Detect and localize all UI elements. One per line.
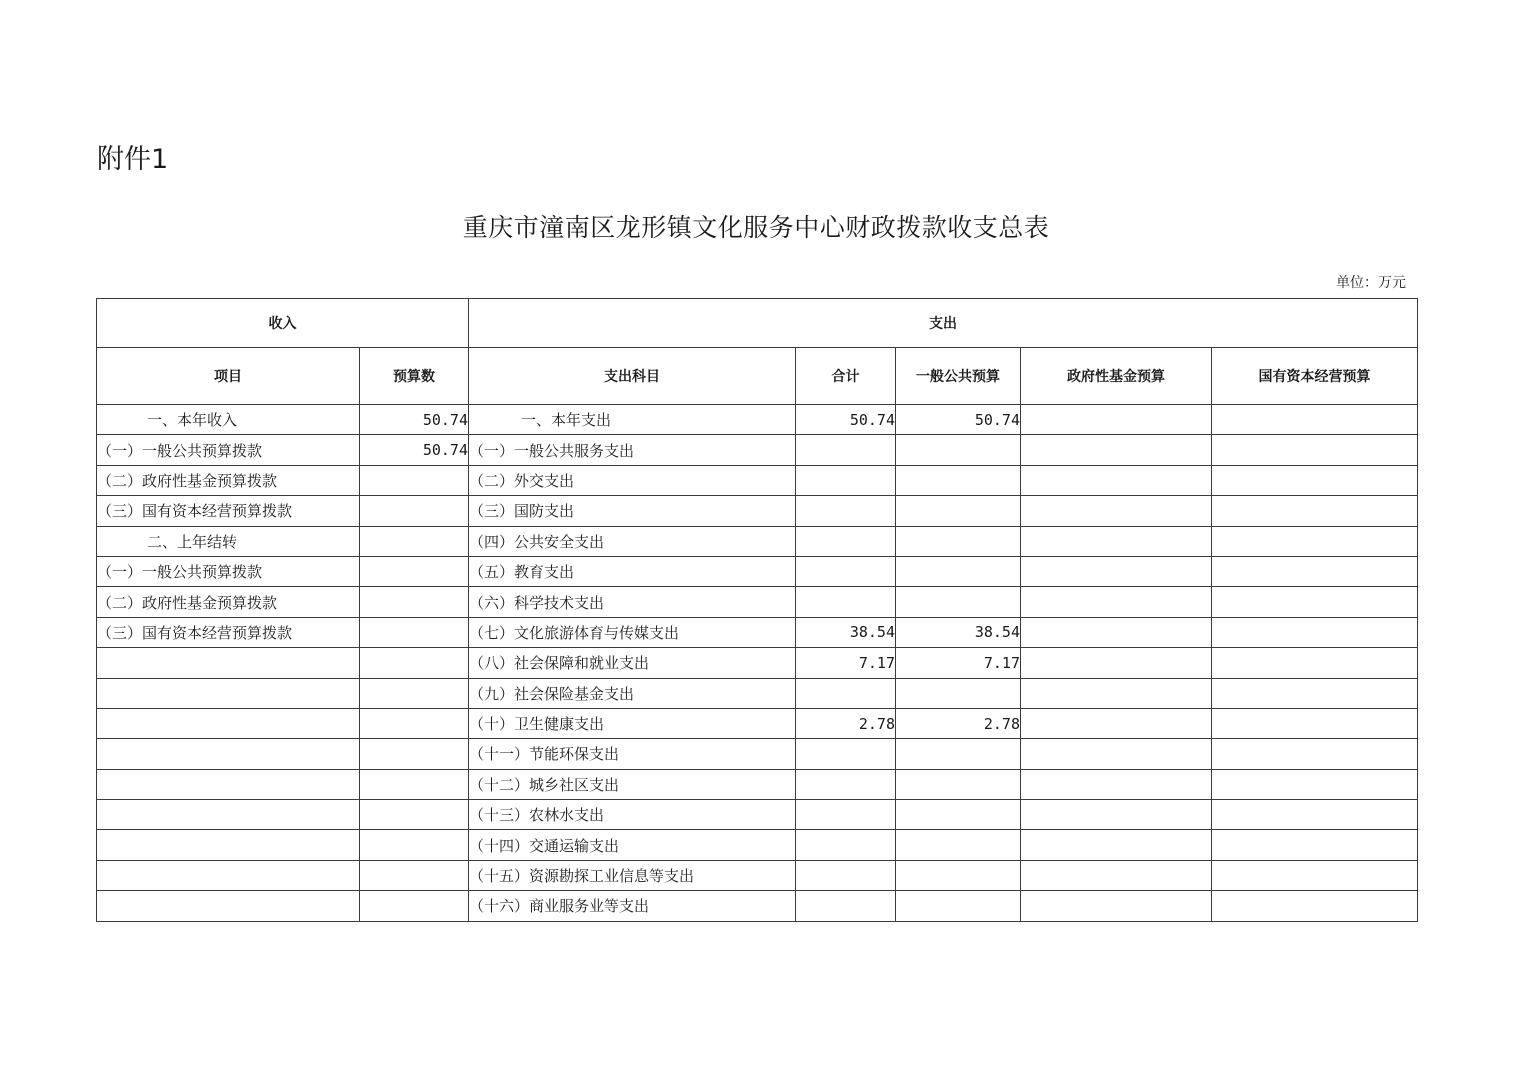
expense-subject-cell: （一）一般公共服务支出 [469,435,796,465]
budget-table [96,298,1418,922]
column-header-total: 合计 [796,348,896,405]
item-cell [97,800,360,830]
table-row [97,526,1418,556]
gov-fund-budget-cell [1021,617,1212,647]
document-title: 重庆市潼南区龙形镇文化服务中心财政拨款收支总表 [462,213,1050,242]
income-header: 收入 [97,299,469,348]
general-budget-cell [896,587,1021,617]
total-cell [796,678,896,708]
state-capital-budget-cell [1212,830,1418,860]
state-capital-budget-cell [1212,860,1418,890]
expense-subject-cell: （六）科学技术支出 [469,587,796,617]
total-cell [796,465,896,495]
item-cell [97,708,360,738]
total-cell: 50.74 [796,405,896,435]
total-cell [796,526,896,556]
state-capital-budget-cell [1212,739,1418,769]
general-budget-cell [896,860,1021,890]
table-row [97,860,1418,890]
general-budget-cell [896,496,1021,526]
gov-fund-budget-cell [1021,556,1212,586]
gov-fund-budget-cell [1021,526,1212,556]
budget-cell [360,617,469,647]
state-capital-budget-cell [1212,708,1418,738]
general-budget-cell [896,678,1021,708]
table-row [97,465,1418,495]
state-capital-budget-cell [1212,891,1418,921]
total-cell [796,496,896,526]
table-row [97,830,1418,860]
gov-fund-budget-cell [1021,648,1212,678]
item-cell: （二）政府性基金预算拨款 [97,587,360,617]
table-row [97,648,1418,678]
total-cell: 38.54 [796,617,896,647]
general-budget-cell [896,830,1021,860]
group-header-row [97,299,1418,348]
column-header-budget: 预算数 [360,348,469,405]
table-row [97,708,1418,738]
budget-cell [360,526,469,556]
gov-fund-budget-cell [1021,405,1212,435]
table-row [97,496,1418,526]
expense-subject-cell: （三）国防支出 [469,496,796,526]
budget-cell [360,587,469,617]
general-budget-cell [896,526,1021,556]
table-row [97,587,1418,617]
state-capital-budget-cell [1212,556,1418,586]
state-capital-budget-cell [1212,769,1418,799]
general-budget-cell [896,739,1021,769]
state-capital-budget-cell [1212,587,1418,617]
expense-subject-cell: 一、本年支出 [469,405,796,435]
table-row [97,617,1418,647]
general-budget-cell: 2.78 [896,708,1021,738]
unit-note: 单位：万元 [1336,275,1406,291]
total-cell [796,435,896,465]
item-cell [97,891,360,921]
table-row [97,891,1418,921]
general-budget-cell [896,769,1021,799]
budget-cell [360,769,469,799]
expense-subject-cell: （十四）交通运输支出 [469,830,796,860]
table-row [97,769,1418,799]
table-row [97,678,1418,708]
state-capital-budget-cell [1212,465,1418,495]
gov-fund-budget-cell [1021,891,1212,921]
column-header-general-budget: 一般公共预算 [896,348,1021,405]
table-row [97,800,1418,830]
budget-cell [360,648,469,678]
general-budget-cell [896,465,1021,495]
budget-cell [360,830,469,860]
gov-fund-budget-cell [1021,708,1212,738]
budget-cell [360,739,469,769]
budget-cell: 50.74 [360,405,469,435]
table-row [97,739,1418,769]
expense-subject-cell: （七）文化旅游体育与传媒支出 [469,617,796,647]
item-cell: （一）一般公共预算拨款 [97,435,360,465]
general-budget-cell [896,800,1021,830]
general-budget-cell: 38.54 [896,617,1021,647]
expense-subject-cell: （十六）商业服务业等支出 [469,891,796,921]
column-header-state-capital-budget: 国有资本经营预算 [1212,348,1418,405]
expense-subject-cell: （十三）农林水支出 [469,800,796,830]
general-budget-cell [896,435,1021,465]
table-body [97,405,1418,922]
item-cell [97,648,360,678]
budget-cell [360,708,469,738]
budget-cell [360,556,469,586]
state-capital-budget-cell [1212,678,1418,708]
expense-subject-cell: （九）社会保险基金支出 [469,678,796,708]
item-cell: （一）一般公共预算拨款 [97,556,360,586]
gov-fund-budget-cell [1021,800,1212,830]
total-cell [796,769,896,799]
state-capital-budget-cell [1212,496,1418,526]
budget-cell [360,800,469,830]
item-cell: 一、本年收入 [97,405,360,435]
gov-fund-budget-cell [1021,587,1212,617]
budget-cell [360,465,469,495]
state-capital-budget-cell [1212,405,1418,435]
item-cell: （三）国有资本经营预算拨款 [97,496,360,526]
table-row [97,556,1418,586]
total-cell [796,860,896,890]
item-cell: （二）政府性基金预算拨款 [97,465,360,495]
expense-subject-cell: （八）社会保障和就业支出 [469,648,796,678]
column-header-row [97,348,1418,405]
total-cell [796,556,896,586]
general-budget-cell [896,556,1021,586]
item-cell: 二、上年结转 [97,526,360,556]
gov-fund-budget-cell [1021,465,1212,495]
item-cell [97,830,360,860]
general-budget-cell [896,891,1021,921]
expense-subject-cell: （十一）节能环保支出 [469,739,796,769]
expense-subject-cell: （二）外交支出 [469,465,796,495]
gov-fund-budget-cell [1021,435,1212,465]
expense-subject-cell: （十五）资源勘探工业信息等支出 [469,860,796,890]
item-cell [97,739,360,769]
total-cell [796,800,896,830]
general-budget-cell: 50.74 [896,405,1021,435]
item-cell [97,860,360,890]
table-row [97,435,1418,465]
state-capital-budget-cell [1212,648,1418,678]
gov-fund-budget-cell [1021,830,1212,860]
table-row [97,405,1418,435]
total-cell [796,739,896,769]
expense-subject-cell: （十）卫生健康支出 [469,708,796,738]
column-header-expense-subject: 支出科目 [469,348,796,405]
total-cell [796,587,896,617]
state-capital-budget-cell [1212,435,1418,465]
expense-subject-cell: （四）公共安全支出 [469,526,796,556]
total-cell [796,891,896,921]
gov-fund-budget-cell [1021,769,1212,799]
item-cell [97,678,360,708]
total-cell: 7.17 [796,648,896,678]
item-cell: （三）国有资本经营预算拨款 [97,617,360,647]
item-cell [97,769,360,799]
gov-fund-budget-cell [1021,860,1212,890]
total-cell [796,830,896,860]
total-cell: 2.78 [796,708,896,738]
state-capital-budget-cell [1212,526,1418,556]
general-budget-cell: 7.17 [896,648,1021,678]
gov-fund-budget-cell [1021,739,1212,769]
state-capital-budget-cell [1212,617,1418,647]
gov-fund-budget-cell [1021,678,1212,708]
budget-cell [360,496,469,526]
budget-cell [360,678,469,708]
expense-subject-cell: （十二）城乡社区支出 [469,769,796,799]
budget-cell: 50.74 [360,435,469,465]
state-capital-budget-cell [1212,800,1418,830]
column-header-item: 项目 [97,348,360,405]
expense-header: 支出 [469,299,1418,348]
column-header-gov-fund-budget: 政府性基金预算 [1021,348,1212,405]
budget-cell [360,860,469,890]
gov-fund-budget-cell [1021,496,1212,526]
expense-subject-cell: （五）教育支出 [469,556,796,586]
budget-cell [360,891,469,921]
attachment-label: 附件1 [97,144,169,175]
